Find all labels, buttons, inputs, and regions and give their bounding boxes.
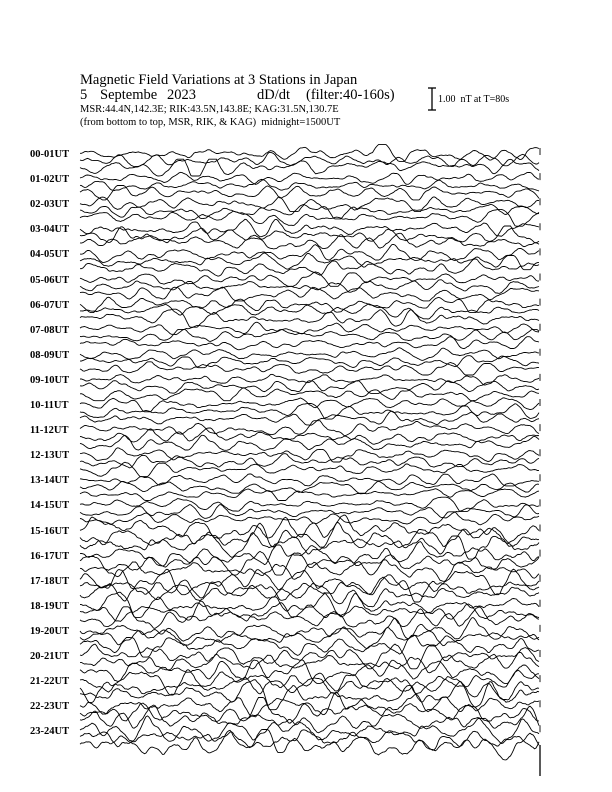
hour-label-12-13ut: 12-13UT xyxy=(30,450,70,462)
hour-label-21-22ut: 21-22UT xyxy=(30,676,70,688)
trace-kag-23-24ut xyxy=(80,716,539,744)
trace-rik-14-15ut xyxy=(80,505,539,519)
trace-msr-09-10ut xyxy=(80,388,539,401)
trace-kag-09-10ut xyxy=(80,374,539,385)
hour-label-09-10ut: 09-10UT xyxy=(30,374,70,386)
trace-msr-15-16ut xyxy=(80,532,539,559)
trace-kag-07-08ut xyxy=(80,322,539,334)
scale-bar xyxy=(428,88,436,110)
quantity-label: dD/dt xyxy=(257,87,291,103)
hour-label-13-14ut: 13-14UT xyxy=(30,475,70,487)
trace-msr-22-23ut xyxy=(80,705,539,733)
trace-msr-12-13ut xyxy=(80,462,539,476)
trace-rik-11-12ut xyxy=(80,428,539,444)
trace-kag-14-15ut xyxy=(80,497,539,511)
trace-kag-01-02ut xyxy=(80,172,539,184)
midnight-note: midnight=1500UT xyxy=(261,117,341,128)
trace-msr-11-12ut xyxy=(80,435,539,450)
hour-label-16-17ut: 16-17UT xyxy=(30,550,70,562)
chart-title: Magnetic Field Variations at 3 Stations in Japan xyxy=(80,72,358,88)
hour-label-03-04ut: 03-04UT xyxy=(30,224,70,236)
date-day: 5 xyxy=(80,87,88,103)
trace-msr-08-09ut xyxy=(80,362,539,375)
trace-kag-05-06ut xyxy=(80,272,539,287)
trace-msr-04-05ut xyxy=(80,259,539,276)
date-month: Septembe xyxy=(100,87,158,103)
trace-kag-17-18ut xyxy=(80,569,539,595)
trace-kag-00-01ut xyxy=(80,145,539,162)
trace-rik-20-21ut xyxy=(80,653,539,673)
hour-label-01-02ut: 01-02UT xyxy=(30,174,70,186)
trace-msr-19-20ut xyxy=(80,635,539,657)
trace-msr-18-19ut xyxy=(80,607,539,629)
hour-label-18-19ut: 18-19UT xyxy=(30,600,70,612)
trace-msr-07-08ut xyxy=(80,337,539,350)
trace-kag-02-03ut xyxy=(80,197,539,212)
trace-msr-20-21ut xyxy=(80,660,539,684)
hour-label-22-23ut: 22-23UT xyxy=(30,701,70,713)
trace-rik-04-05ut xyxy=(80,253,539,270)
scale-bar-label: 1.00 nT at T=80s xyxy=(438,94,510,105)
hour-label-00-01ut: 00-01UT xyxy=(30,149,70,160)
trace-rik-18-19ut xyxy=(80,601,539,621)
trace-rik-12-13ut xyxy=(80,454,539,468)
trace-kag-03-04ut xyxy=(80,219,539,236)
trace-rik-10-11ut xyxy=(80,404,539,420)
hour-label-11-12ut: 11-12UT xyxy=(30,425,69,437)
hour-label-08-09ut: 08-09UT xyxy=(30,349,70,361)
hour-label-10-11ut: 10-11UT xyxy=(30,400,69,411)
trace-rik-16-17ut xyxy=(80,551,539,575)
trace-msr-16-17ut xyxy=(80,560,539,582)
hour-label-17-18ut: 17-18UT xyxy=(30,575,70,587)
hour-label-05-06ut: 05-06UT xyxy=(30,274,70,286)
trace-kag-22-23ut xyxy=(80,692,539,717)
trace-kag-08-09ut xyxy=(80,348,539,361)
hour-label-07-08ut: 07-08UT xyxy=(30,324,70,336)
hour-label-19-20ut: 19-20UT xyxy=(30,625,70,637)
hour-label-23-24ut: 23-24UT xyxy=(30,726,70,738)
trace-msr-02-03ut xyxy=(80,209,539,226)
hour-label-04-05ut: 04-05UT xyxy=(30,249,70,261)
trace-rik-17-18ut xyxy=(80,577,539,602)
trace-msr-06-07ut xyxy=(80,309,539,327)
trace-msr-10-11ut xyxy=(80,411,539,425)
hour-label-20-21ut: 20-21UT xyxy=(30,651,70,662)
hour-label-14-15ut: 14-15UT xyxy=(30,500,70,512)
trace-rik-07-08ut xyxy=(80,329,539,341)
stations-coordinates: MSR:44.4N,142.3E; RIK:43.5N,143.8E; KAG:31.5N,130.7E xyxy=(80,104,339,115)
hour-label-02-03ut: 02-03UT xyxy=(30,199,70,211)
order-note: (from bottom to top, MSR, RIK, & KAG) xyxy=(80,117,257,128)
trace-msr-17-18ut xyxy=(80,584,539,607)
trace-msr-05-06ut xyxy=(80,287,539,301)
trace-msr-00-01ut xyxy=(80,159,539,176)
hour-label-06-07ut: 06-07UT xyxy=(30,299,70,311)
filter-label: (filter:40-160s) xyxy=(306,87,395,103)
date-year: 2023 xyxy=(167,87,196,103)
hour-label-15-16ut: 15-16UT xyxy=(30,525,70,537)
